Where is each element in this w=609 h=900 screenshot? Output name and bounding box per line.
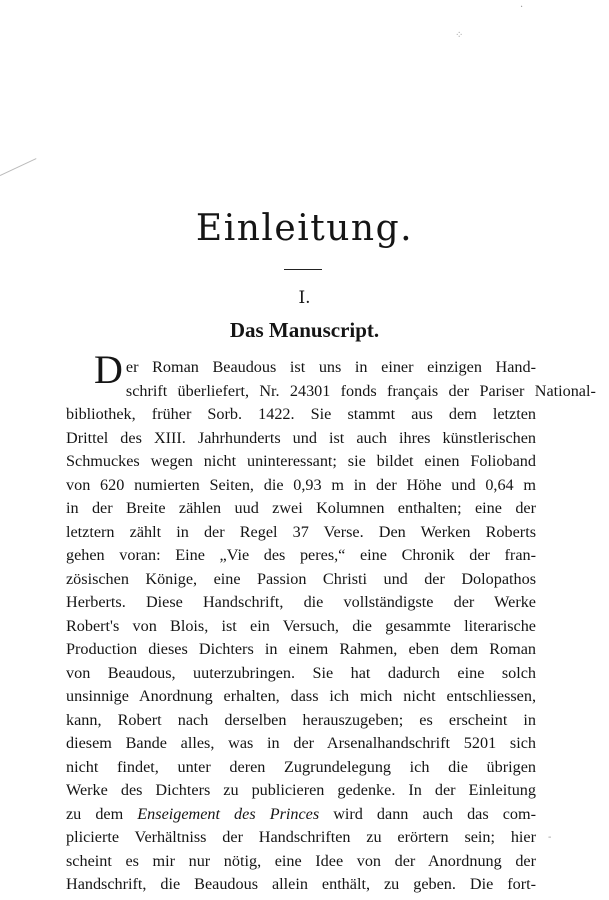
text-line: Herberts. Diese Handschrift, die vollständigste der Werke [66,593,536,611]
heading-rule [284,269,322,270]
text-line: zösischen Könige, eine Passion Christi und der Dolopathos [66,569,536,588]
text-line: in der Breite zählen uud zwei Kolumnen enthalten; eine der [66,499,536,517]
text-line: Drittel des XIII. Jahrhunderts und ist auch ihres künstlerischen [66,428,536,447]
scan-speck: ⁘ [455,30,464,41]
text-line: schrift überliefert, Nr. 24301 fonds français der Pariser National- [125,381,596,400]
drop-capital: D [94,347,123,392]
body-paragraph [66,347,596,897]
text-line: kann, Robert nach derselben herauszugeben; es erscheint in [66,710,536,729]
text-line: D er Roman Beaudous ist uns in einer einzigen Hand- [94,347,536,392]
text-line: bibliothek, früher Sorb. 1422. Sie stammt aus dem letzten [66,405,536,423]
section-number: I. [298,288,311,308]
text-line: gehen voran: Eine „Vie des peres,“ eine Chronik der fran- [66,546,536,564]
text-line: unsinnige Anordnung erhalten, dass ich mich nicht entschliessen, [66,687,536,705]
italic-title: Enseigement des Princes [137,804,320,823]
text-line: Production dieses Dichters in einem Rahmen, eben dem Roman [66,640,536,658]
text-line: scheint es mir nur nötig, eine Idee von der Anordnung der [66,851,536,870]
scan-speck: · [520,2,524,13]
text-line: von 620 numierten Seiten, die 0,93 m in der Höhe und 0,64 m [66,475,536,494]
text-line: zu dem Enseigement des Princes wird dann auch das com- [66,804,536,823]
text-line: nicht findet, unter deren Zugrundelegung ich die übrigen [66,757,536,776]
text-line: Schmuckes wegen nicht uninteressant; sie bildet einen Folioband [66,452,536,470]
text-line: Robert's von Blois, ist ein Versuch, die gesammte literarische [66,616,536,635]
section-title: Das Manuscript. [229,318,380,342]
text-line: Handschrift, die Beaudous allein enthält, zu geben. Die fort- [66,875,536,893]
chapter-heading: Einleitung. [195,208,414,249]
text-line: von Beaudous, uuterzubringen. Sie hat dadurch eine solch [66,663,536,682]
text-line: letztern zählt in der Regel 37 Verse. Den Werken Roberts [66,522,536,541]
scan-scratch [0,158,36,176]
scan-speck: - [548,832,552,843]
text-line: Werke des Dichters zu publicieren gedenke. In der Einleitung [66,781,536,799]
text-line: diesem Bande alles, was in der Arsenalhandschrift 5201 sich [66,734,536,752]
text-line: plicierte Verhältniss der Handschriften zu erörtern sein; hier [66,828,536,846]
